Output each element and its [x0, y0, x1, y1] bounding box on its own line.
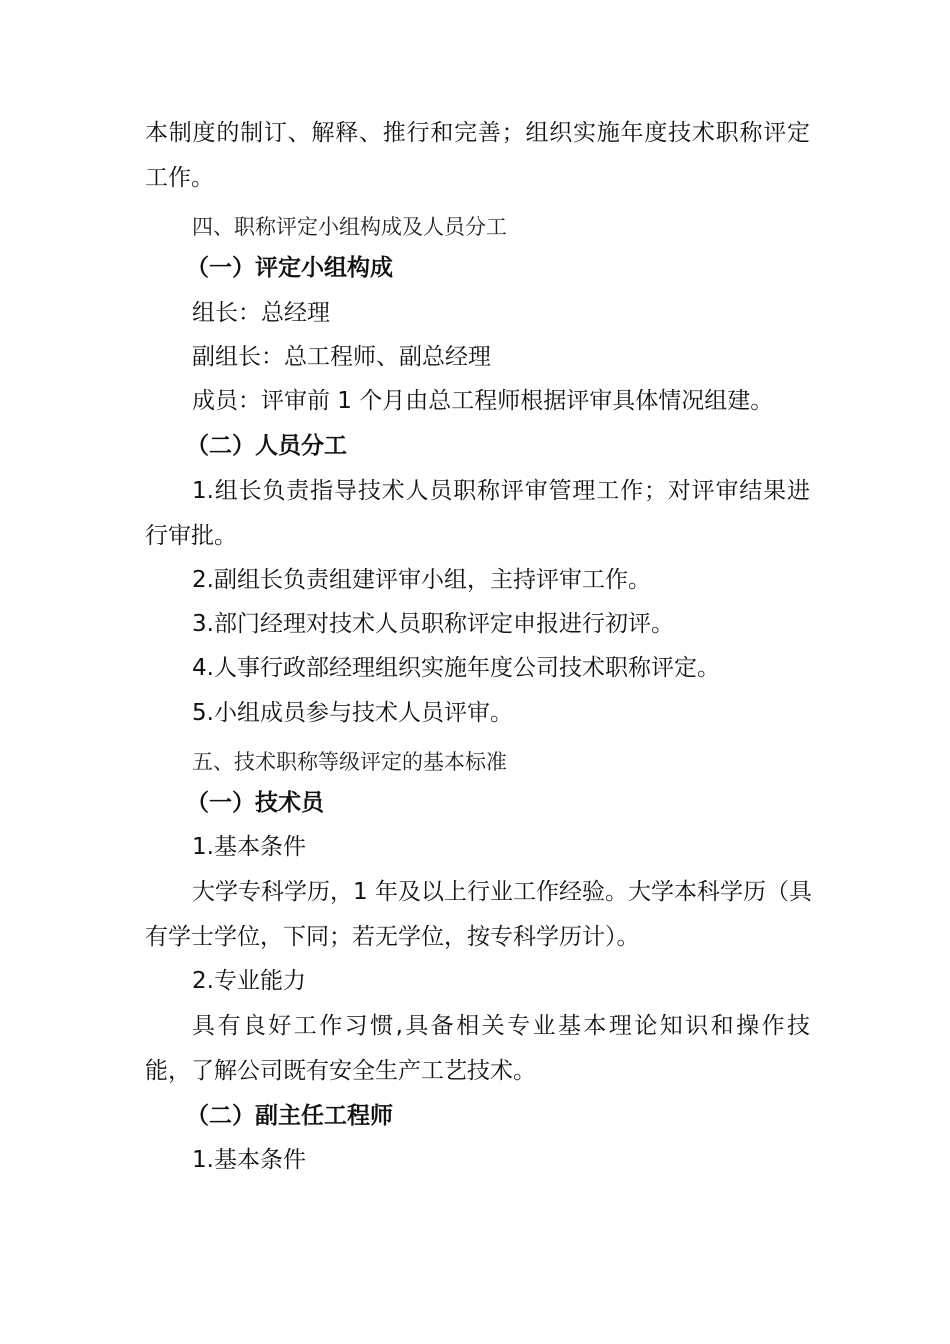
- subsection-heading: （二）副主任工程师: [186, 1103, 393, 1129]
- paragraph-line: 能，了解公司既有安全生产工艺技术。: [145, 1058, 536, 1084]
- paragraph-line: 1.组长负责指导技术人员职称评审管理工作；对评审结果进: [192, 478, 810, 504]
- paragraph-line: 2.专业能力: [192, 968, 306, 994]
- paragraph-line: 3.部门经理对技术人员职称评定申报进行初评。: [192, 611, 674, 637]
- subsection-heading: （一）技术员: [186, 790, 324, 816]
- subsection-heading: （二）人员分工: [186, 433, 347, 459]
- paragraph-line: 成员：评审前 1 个月由总工程师根据评审具体情况组建。: [192, 388, 774, 414]
- paragraph-line: 副组长：总工程师、副总经理: [192, 344, 491, 370]
- paragraph-line: 1.基本条件: [192, 834, 306, 860]
- section-heading: 五、技术职称等级评定的基本标准: [192, 750, 507, 774]
- paragraph-line: 1.基本条件: [192, 1147, 306, 1173]
- paragraph-line: 行审批。: [145, 523, 237, 549]
- section-heading: 四、职称评定小组构成及人员分工: [192, 215, 507, 239]
- paragraph-line: 本制度的制订、解释、推行和完善；组织实施年度技术职称评定: [145, 120, 810, 146]
- paragraph-line: 工作。: [145, 165, 214, 191]
- paragraph-line: 5.小组成员参与技术人员评审。: [192, 700, 513, 726]
- paragraph-line: 大学专科学历，1 年及以上行业工作经验。大学本科学历（具: [192, 879, 812, 905]
- subsection-heading: （一）评定小组构成: [186, 255, 393, 281]
- paragraph-line: 有学士学位，下同；若无学位，按专科学历计）。: [145, 924, 640, 950]
- paragraph-line: 2.副组长负责组建评审小组，主持评审工作。: [192, 567, 651, 593]
- paragraph-line: 具有良好工作习惯,具备相关专业基本理论知识和操作技: [192, 1013, 810, 1039]
- paragraph-line: 组长：总经理: [192, 300, 330, 326]
- paragraph-line: 4.人事行政部经理组织实施年度公司技术职称评定。: [192, 655, 720, 681]
